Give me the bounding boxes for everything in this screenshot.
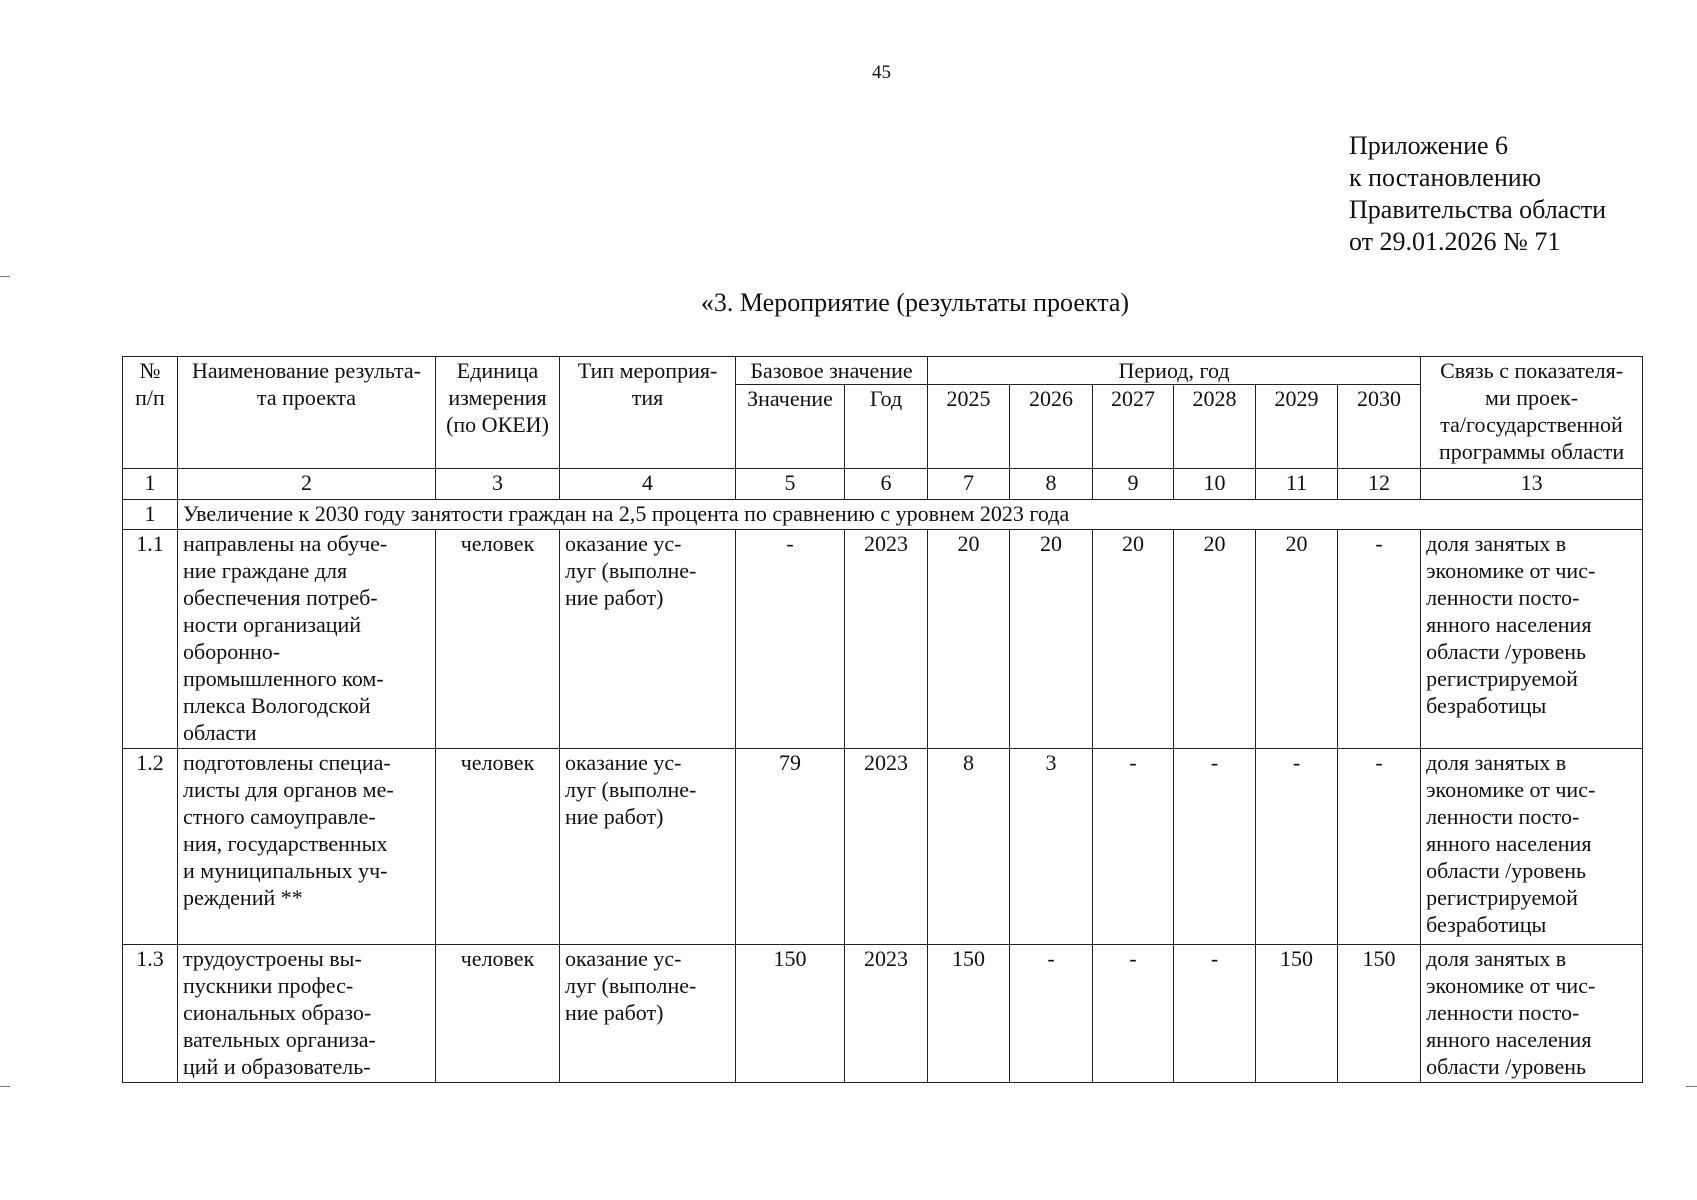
row-base-year: 2023: [845, 749, 928, 945]
row-year-2026: -: [1010, 945, 1093, 1083]
page-number: 45: [872, 62, 891, 83]
row-year-2027: -: [1093, 945, 1174, 1083]
margin-mark-left-bottom: [0, 1086, 10, 1087]
row-name: подготовлены специа- листы для органов ме- стного самоуправле- ния, государственных и муниципальных уч- реждений **: [178, 749, 436, 945]
row-year-2027: -: [1093, 749, 1174, 945]
header-base-value: Значение: [736, 385, 845, 469]
column-number: 2: [178, 469, 436, 500]
goal-text: Увеличение к 2030 году занятости граждан на 2,5 процента по сравнению с уровнем 2023 года: [178, 500, 1643, 530]
row-type: оказание ус- луг (выполне- ние работ): [560, 530, 736, 749]
column-number: 8: [1010, 469, 1093, 500]
row-year-2026: 3: [1010, 749, 1093, 945]
row-year-2030: -: [1338, 530, 1421, 749]
row-link: доля занятых в экономике от чис- ленности посто- янного населения области /уровень: [1421, 945, 1643, 1083]
row-num: 1.3: [123, 945, 178, 1083]
row-base-value: 150: [736, 945, 845, 1083]
appendix-block: [1349, 130, 1606, 258]
column-number: 4: [560, 469, 736, 500]
header-year-2027: 2027: [1093, 385, 1174, 469]
row-year-2027: 20: [1093, 530, 1174, 749]
table-row: [123, 945, 1643, 1083]
row-type: оказание ус- луг (выполне- ние работ): [560, 749, 736, 945]
margin-mark-left-top: [0, 276, 10, 277]
column-number: 11: [1256, 469, 1338, 500]
row-year-2028: 20: [1174, 530, 1256, 749]
row-year-2025: 150: [928, 945, 1010, 1083]
appendix-line-2: к постановлению: [1349, 163, 1542, 192]
row-year-2030: 150: [1338, 945, 1421, 1083]
row-year-2025: 8: [928, 749, 1010, 945]
appendix-line-4: от 29.01.2026 № 71: [1349, 227, 1561, 256]
row-base-value: -: [736, 530, 845, 749]
header-name: Наименование результа- та проекта: [178, 357, 436, 469]
row-base-year: 2023: [845, 945, 928, 1083]
row-base-year: 2023: [845, 530, 928, 749]
header-year-2026: 2026: [1010, 385, 1093, 469]
row-year-2025: 20: [928, 530, 1010, 749]
column-number: 1: [123, 469, 178, 500]
row-base-value: 79: [736, 749, 845, 945]
row-num: 1.1: [123, 530, 178, 749]
column-number-row: [123, 469, 1643, 500]
header-year-2030: 2030: [1338, 385, 1421, 469]
header-num: № п/п: [123, 357, 178, 469]
row-year-2030: -: [1338, 749, 1421, 945]
row-year-2028: -: [1174, 749, 1256, 945]
row-name: направлены на обуче- ние граждане для обеспечения потреб- ности организаций оборонно- промышленного ком- плекса Вологодской области: [178, 530, 436, 749]
table-row: [123, 530, 1643, 749]
row-num: 1.2: [123, 749, 178, 945]
header-year-2029: 2029: [1256, 385, 1338, 469]
column-number: 9: [1093, 469, 1174, 500]
appendix-line-3: Правительства области: [1349, 195, 1607, 224]
header-base: Базовое значение: [736, 357, 928, 385]
row-unit: человек: [436, 749, 560, 945]
row-link: доля занятых в экономике от чис- ленности посто- янного населения области /уровень регистрируемой безработицы: [1421, 530, 1643, 749]
row-year-2029: 150: [1256, 945, 1338, 1083]
goal-num: 1: [123, 500, 178, 530]
row-unit: человек: [436, 530, 560, 749]
header-row-1: [123, 357, 1643, 385]
column-number: 13: [1421, 469, 1643, 500]
column-number: 5: [736, 469, 845, 500]
goal-row: [123, 500, 1643, 530]
row-year-2029: -: [1256, 749, 1338, 945]
row-year-2026: 20: [1010, 530, 1093, 749]
column-number: 3: [436, 469, 560, 500]
row-name: трудоустроены вы- пускники профес- сиональных образо- вательных организа- ций и образователь-: [178, 945, 436, 1083]
row-type: оказание ус- луг (выполне- ние работ): [560, 945, 736, 1083]
header-link: Связь с показателя- ми проек- та/государственной программы области: [1421, 357, 1643, 469]
row-year-2029: 20: [1256, 530, 1338, 749]
section-title: «3. Мероприятие (результаты проекта): [700, 288, 1130, 317]
row-link: доля занятых в экономике от чис- ленности посто- янного населения области /уровень регистрируемой безработицы: [1421, 749, 1643, 945]
header-year-2025: 2025: [928, 385, 1010, 469]
header-unit: Единица измерения (по ОКЕИ): [436, 357, 560, 469]
column-number: 10: [1174, 469, 1256, 500]
header-base-year: Год: [845, 385, 928, 469]
results-table: [122, 356, 1643, 1083]
header-period: Период, год: [928, 357, 1421, 385]
column-number: 12: [1338, 469, 1421, 500]
column-number: 6: [845, 469, 928, 500]
header-type: Тип мероприя- тия: [560, 357, 736, 469]
row-year-2028: -: [1174, 945, 1256, 1083]
column-number: 7: [928, 469, 1010, 500]
table-row: [123, 749, 1643, 945]
header-year-2028: 2028: [1174, 385, 1256, 469]
margin-mark-right-bottom: [1686, 1086, 1697, 1087]
appendix-line-1: Приложение 6: [1349, 131, 1509, 160]
row-unit: человек: [436, 945, 560, 1083]
